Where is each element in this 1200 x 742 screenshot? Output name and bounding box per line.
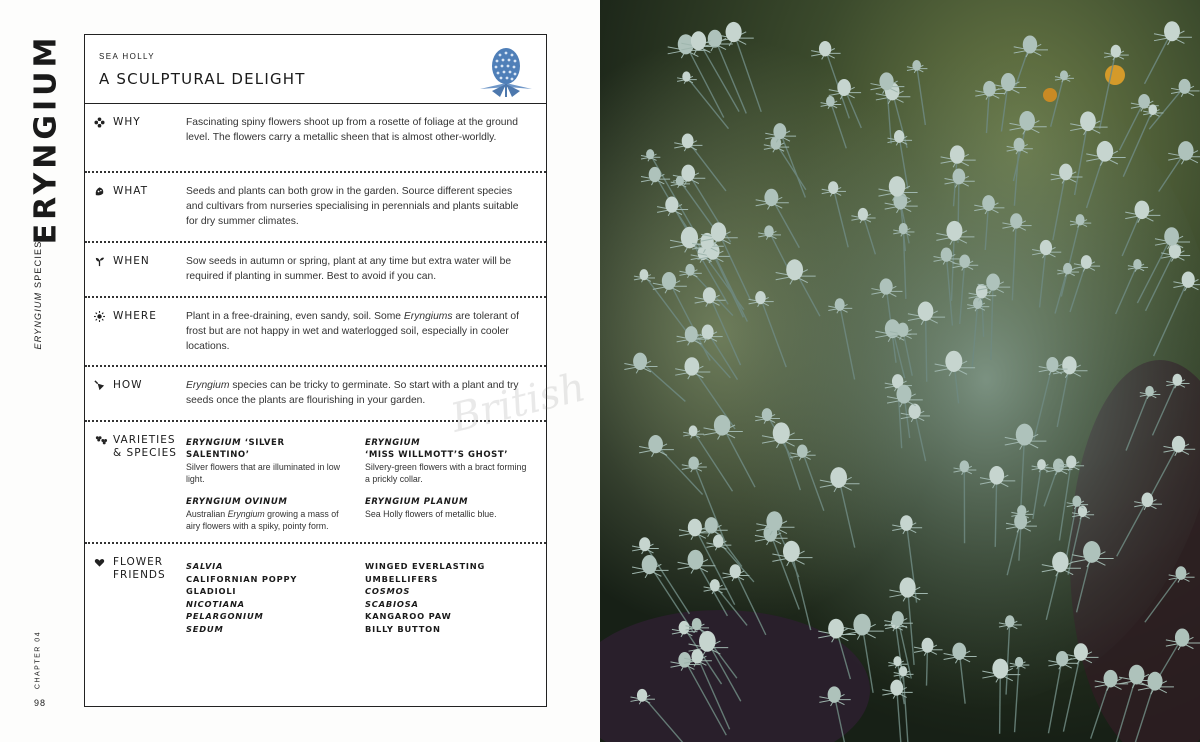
sea-holly-photo-illustration [600,0,1200,742]
friend-item: SALVIA [186,561,224,571]
section-where [85,298,546,367]
friend-item: COSMOS [365,586,411,596]
how-text: Eryngium species can be tricky to germinate. So start with a plant and try seeds once the plants are flourishing in your garden. [186,380,519,406]
section-varieties [85,422,546,544]
friend-item: WINGED EVERLASTING [365,561,486,571]
info-card [84,34,547,707]
varieties-label: VARIETIES & SPECIES [113,434,177,459]
why-text: Fascinating spiny flowers shoot up from a rosette of foliage at the ground level. The flowers carry a metallic sheen that is almost other-worldly. [186,117,518,143]
vertical-chapter-label [28,630,48,690]
chapter-text: CHAPTER 04 [34,630,42,690]
species-label-rest: SPECIES [33,240,43,292]
friends-col-2 [365,560,535,635]
section-when [85,243,546,298]
trowel-icon [94,380,105,391]
when-label: WHEN [113,255,150,267]
when-text: Sow seeds in autumn or spring, plant at any time but extra water will be required if planting in summer. Best to avoid if you can. [186,256,512,282]
why-label: WHY [113,116,141,128]
variety-item: ERYNGIUM ‘SILVER SALENTINO’ Silver flowers that are illuminated in low light. [186,438,341,485]
vertical-species-label [28,240,48,350]
variety-item: ERYNGIUM OVINUM Australian Eryngium growing a mass of airy flowers with a spiky, pointy form. [186,496,339,532]
section-what [85,173,546,243]
where-text: Plant in a free-draining, even sandy, soil. Some Eryngiums are tolerant of frost but are not happy in wet and waterlogged soil, especially in cooler locations. [186,311,519,352]
friends-label: FLOWER FRIENDS [113,556,166,581]
sprout-icon [94,256,105,267]
sun-icon [94,311,105,322]
flowers-icon [94,435,108,446]
card-header [85,35,546,104]
section-flower-friends [85,544,546,706]
friend-item: BILLY BUTTON [365,623,441,634]
sea-holly-photo [600,0,1200,742]
variety-item: ERYNGIUM ‘MISS WILLMOTT’S GHOST’ Silvery-green flowers with a bract forming a prickly collar. [365,438,527,485]
where-label: WHERE [113,310,157,322]
friend-item: SEDUM [186,623,224,634]
flower-icon [94,117,105,128]
varieties-col-2 [365,437,530,530]
section-how [85,367,546,422]
friend-item: CALIFORNIAN POPPY [186,573,298,584]
heart-icon [94,557,105,568]
friend-item: KANGAROO PAW [365,611,452,621]
variety-item: ERYNGIUM PLANUM Sea Holly flowers of metallic blue. [365,496,497,519]
varieties-col-1 [186,437,351,543]
how-label: HOW [113,379,143,391]
friends-col-1 [186,560,356,635]
sea-holly-thistle-icon [474,43,538,99]
friend-item: UMBELLIFERS [365,573,439,584]
friend-item: GLADIOLI [186,586,237,596]
species-label-italic: ERYNGIUM [33,291,43,350]
vertical-title-text: ERYNGIUM [28,33,64,245]
headline: A SCULPTURAL DELIGHT [99,70,306,88]
kicker: SEA HOLLY [99,52,156,61]
section-why [85,104,546,173]
what-label: WHAT [113,185,149,197]
vertical-title [26,34,66,244]
friend-item: PELARGONIUM [186,611,264,621]
what-text: Seeds and plants can both grow in the garden. Source different species and cultivars from nurseries specialising in perennials and plants suitable for dry summer climates. [186,186,519,227]
page-number: 98 [34,698,47,708]
friend-item: NICOTIANA [186,598,245,609]
seed-packet-icon [94,186,105,197]
friend-item: SCABIOSA [365,598,419,609]
